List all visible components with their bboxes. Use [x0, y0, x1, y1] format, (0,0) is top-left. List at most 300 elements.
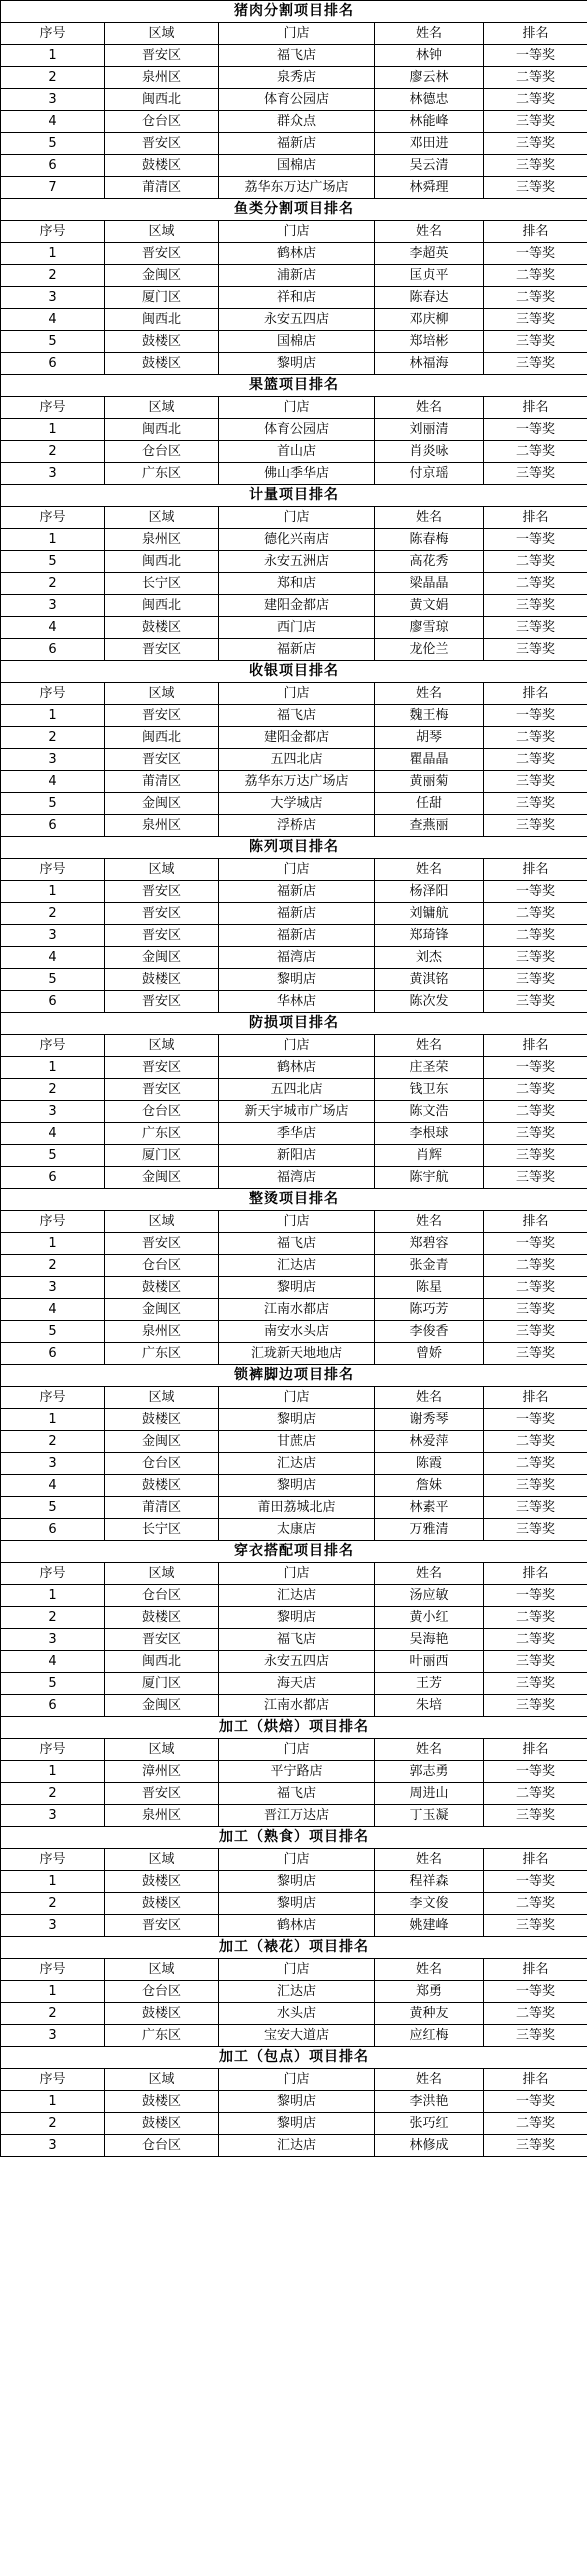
cell-store: 黎明店: [219, 1871, 375, 1893]
cell-rank-number: 1: [1, 881, 105, 903]
cell-region: 鼓楼区: [105, 1475, 219, 1497]
table-row: [1, 1783, 587, 1805]
column-header-award: 排名: [484, 1739, 587, 1761]
cell-store: 泉秀店: [219, 67, 375, 89]
cell-store: 季华店: [219, 1123, 375, 1145]
cell-region: 闽西北: [105, 89, 219, 111]
table-row: [1, 1409, 587, 1431]
column-header-award: 排名: [484, 1563, 587, 1585]
cell-award: 三等奖: [484, 1673, 587, 1695]
cell-award: 三等奖: [484, 309, 587, 331]
table-row: [1, 1673, 587, 1695]
cell-rank-number: 3: [1, 595, 105, 617]
cell-store: 体育公园店: [219, 89, 375, 111]
column-header-rank-number: 序号: [1, 2069, 105, 2091]
cell-region: 莆清区: [105, 1497, 219, 1519]
section-title: 加工（烘焙）项目排名: [1, 1717, 587, 1739]
table-row: [1, 947, 587, 969]
column-header-row: [1, 859, 587, 881]
cell-award: 三等奖: [484, 1123, 587, 1145]
column-header-name: 姓名: [375, 507, 484, 529]
cell-region: 晋安区: [105, 749, 219, 771]
cell-name: 匡贞平: [375, 265, 484, 287]
cell-name: 龙伦兰: [375, 639, 484, 661]
cell-award: 一等奖: [484, 419, 587, 441]
cell-award: 二等奖: [484, 265, 587, 287]
cell-store: 黎明店: [219, 1893, 375, 1915]
cell-rank-number: 2: [1, 2113, 105, 2135]
cell-store: 黎明店: [219, 969, 375, 991]
cell-region: 晋安区: [105, 991, 219, 1013]
cell-award: 二等奖: [484, 727, 587, 749]
table-row: [1, 1761, 587, 1783]
table-row: [1, 881, 587, 903]
cell-award: 三等奖: [484, 595, 587, 617]
cell-rank-number: 3: [1, 925, 105, 947]
column-header-row: [1, 683, 587, 705]
cell-rank-number: 4: [1, 111, 105, 133]
section-title: 鱼类分割项目排名: [1, 199, 587, 221]
column-header-region: 区域: [105, 1563, 219, 1585]
cell-region: 长宁区: [105, 573, 219, 595]
column-header-region: 区域: [105, 2069, 219, 2091]
column-header-rank-number: 序号: [1, 1035, 105, 1057]
cell-name: 陈春达: [375, 287, 484, 309]
cell-region: 鼓楼区: [105, 1607, 219, 1629]
cell-award: 一等奖: [484, 881, 587, 903]
column-header-award: 排名: [484, 507, 587, 529]
cell-award: 三等奖: [484, 1167, 587, 1189]
cell-award: 三等奖: [484, 1651, 587, 1673]
cell-rank-number: 3: [1, 463, 105, 485]
cell-award: 一等奖: [484, 1057, 587, 1079]
table-row: [1, 1871, 587, 1893]
cell-award: 三等奖: [484, 617, 587, 639]
cell-name: 刘丽清: [375, 419, 484, 441]
cell-region: 鼓楼区: [105, 1871, 219, 1893]
cell-name: 程祥森: [375, 1871, 484, 1893]
cell-award: 二等奖: [484, 2003, 587, 2025]
cell-name: 林爱萍: [375, 1431, 484, 1453]
cell-name: 丁玉凝: [375, 1805, 484, 1827]
table-row: [1, 1057, 587, 1079]
cell-rank-number: 1: [1, 1585, 105, 1607]
cell-award: 二等奖: [484, 1453, 587, 1475]
cell-region: 闽西北: [105, 551, 219, 573]
column-header-store: 门店: [219, 1211, 375, 1233]
cell-rank-number: 2: [1, 727, 105, 749]
cell-region: 仓台区: [105, 111, 219, 133]
column-header-award: 排名: [484, 23, 587, 45]
cell-name: 庄圣荣: [375, 1057, 484, 1079]
cell-rank-number: 1: [1, 1981, 105, 2003]
cell-region: 闽西北: [105, 1651, 219, 1673]
cell-rank-number: 3: [1, 2135, 105, 2157]
cell-store: 汇达店: [219, 1981, 375, 2003]
section-title: 穿衣搭配项目排名: [1, 1541, 587, 1563]
cell-region: 鼓楼区: [105, 969, 219, 991]
cell-name: 李根球: [375, 1123, 484, 1145]
column-header-name: 姓名: [375, 221, 484, 243]
table-row: [1, 529, 587, 551]
column-header-row: [1, 2069, 587, 2091]
cell-rank-number: 2: [1, 1893, 105, 1915]
section-title-row: [1, 1365, 587, 1387]
cell-award: 二等奖: [484, 287, 587, 309]
column-header-award: 排名: [484, 1387, 587, 1409]
cell-rank-number: 4: [1, 309, 105, 331]
table-row: [1, 1915, 587, 1937]
cell-name: 李洪艳: [375, 2091, 484, 2113]
column-header-rank-number: 序号: [1, 859, 105, 881]
cell-name: 廖雪琼: [375, 617, 484, 639]
column-header-award: 排名: [484, 859, 587, 881]
column-header-rank-number: 序号: [1, 683, 105, 705]
cell-award: 三等奖: [484, 155, 587, 177]
cell-rank-number: 5: [1, 1321, 105, 1343]
cell-region: 鼓楼区: [105, 617, 219, 639]
table-row: [1, 1167, 587, 1189]
cell-name: 陈宇航: [375, 1167, 484, 1189]
cell-rank-number: 3: [1, 749, 105, 771]
cell-rank-number: 6: [1, 991, 105, 1013]
cell-name: 朱培: [375, 1695, 484, 1717]
column-header-region: 区域: [105, 1035, 219, 1057]
cell-store: 祥和店: [219, 287, 375, 309]
column-header-region: 区域: [105, 859, 219, 881]
column-header-name: 姓名: [375, 1849, 484, 1871]
cell-store: 国棉店: [219, 155, 375, 177]
cell-name: 林钟: [375, 45, 484, 67]
table-row: [1, 1629, 587, 1651]
cell-name: 万雅清: [375, 1519, 484, 1541]
cell-store: 五四北店: [219, 749, 375, 771]
cell-name: 李俊香: [375, 1321, 484, 1343]
cell-award: 三等奖: [484, 1519, 587, 1541]
cell-name: 林舜理: [375, 177, 484, 199]
cell-award: 三等奖: [484, 133, 587, 155]
cell-store: 佛山季华店: [219, 463, 375, 485]
section-title: 加工（包点）项目排名: [1, 2047, 587, 2069]
column-header-name: 姓名: [375, 1959, 484, 1981]
cell-name: 廖云林: [375, 67, 484, 89]
table-row: [1, 991, 587, 1013]
cell-region: 晋安区: [105, 243, 219, 265]
cell-rank-number: 3: [1, 2025, 105, 2047]
cell-store: 福新店: [219, 903, 375, 925]
cell-store: 福新店: [219, 133, 375, 155]
column-header-rank-number: 序号: [1, 1563, 105, 1585]
cell-name: 吴海艳: [375, 1629, 484, 1651]
cell-rank-number: 7: [1, 177, 105, 199]
table-row: [1, 1805, 587, 1827]
cell-store: 新天宇城市广场店: [219, 1101, 375, 1123]
cell-name: 汤应敏: [375, 1585, 484, 1607]
cell-award: 一等奖: [484, 45, 587, 67]
cell-rank-number: 6: [1, 815, 105, 837]
cell-rank-number: 5: [1, 793, 105, 815]
cell-store: 荔华东万达广场店: [219, 177, 375, 199]
column-header-name: 姓名: [375, 1211, 484, 1233]
cell-name: 曾娇: [375, 1343, 484, 1365]
column-header-rank-number: 序号: [1, 23, 105, 45]
cell-region: 漳州区: [105, 1761, 219, 1783]
section-title-row: [1, 199, 587, 221]
column-header-row: [1, 1035, 587, 1057]
cell-award: 三等奖: [484, 1145, 587, 1167]
cell-award: 三等奖: [484, 177, 587, 199]
table-row: [1, 67, 587, 89]
cell-name: 肖炎咏: [375, 441, 484, 463]
section-title-row: [1, 1827, 587, 1849]
section-title-row: [1, 485, 587, 507]
cell-region: 闽西北: [105, 419, 219, 441]
cell-region: 鼓楼区: [105, 353, 219, 375]
cell-award: 一等奖: [484, 1981, 587, 2003]
cell-store: 鹤林店: [219, 1915, 375, 1937]
cell-store: 群众点: [219, 111, 375, 133]
cell-store: 莆田荔城北店: [219, 1497, 375, 1519]
cell-rank-number: 2: [1, 67, 105, 89]
cell-store: 永安五四店: [219, 1651, 375, 1673]
column-header-row: [1, 1387, 587, 1409]
column-header-name: 姓名: [375, 397, 484, 419]
cell-name: 张金青: [375, 1255, 484, 1277]
section-title: 整烫项目排名: [1, 1189, 587, 1211]
column-header-rank-number: 序号: [1, 397, 105, 419]
cell-name: 郑培彬: [375, 331, 484, 353]
cell-store: 江南水都店: [219, 1695, 375, 1717]
cell-store: 永安五四店: [219, 309, 375, 331]
cell-store: 郑和店: [219, 573, 375, 595]
column-header-region: 区域: [105, 683, 219, 705]
cell-rank-number: 2: [1, 265, 105, 287]
cell-name: 詹妹: [375, 1475, 484, 1497]
column-header-row: [1, 397, 587, 419]
cell-store: 大学城店: [219, 793, 375, 815]
cell-rank-number: 3: [1, 1101, 105, 1123]
column-header-store: 门店: [219, 221, 375, 243]
cell-region: 鼓楼区: [105, 1893, 219, 1915]
cell-award: 一等奖: [484, 1409, 587, 1431]
table-row: [1, 1893, 587, 1915]
cell-rank-number: 1: [1, 1057, 105, 1079]
column-header-store: 门店: [219, 1387, 375, 1409]
cell-region: 鼓楼区: [105, 331, 219, 353]
cell-store: 海天店: [219, 1673, 375, 1695]
cell-region: 莆清区: [105, 177, 219, 199]
cell-award: 三等奖: [484, 947, 587, 969]
cell-award: 三等奖: [484, 2135, 587, 2157]
table-row: [1, 925, 587, 947]
cell-rank-number: 6: [1, 1167, 105, 1189]
table-row: [1, 1277, 587, 1299]
cell-name: 吴云清: [375, 155, 484, 177]
cell-name: 刘杰: [375, 947, 484, 969]
column-header-award: 排名: [484, 1035, 587, 1057]
cell-region: 仓台区: [105, 1981, 219, 2003]
cell-award: 一等奖: [484, 1585, 587, 1607]
cell-region: 闽西北: [105, 309, 219, 331]
cell-award: 一等奖: [484, 1233, 587, 1255]
cell-store: 黎明店: [219, 2091, 375, 2113]
cell-region: 晋安区: [105, 1233, 219, 1255]
cell-rank-number: 1: [1, 2091, 105, 2113]
column-header-store: 门店: [219, 2069, 375, 2091]
cell-name: 林修成: [375, 2135, 484, 2157]
cell-store: 平宁路店: [219, 1761, 375, 1783]
cell-region: 晋安区: [105, 1629, 219, 1651]
cell-region: 晋安区: [105, 1915, 219, 1937]
cell-rank-number: 5: [1, 551, 105, 573]
column-header-row: [1, 1563, 587, 1585]
section-title: 果篮项目排名: [1, 375, 587, 397]
cell-region: 晋安区: [105, 925, 219, 947]
column-header-name: 姓名: [375, 1563, 484, 1585]
table-row: [1, 1651, 587, 1673]
cell-name: 谢秀琴: [375, 1409, 484, 1431]
section-title: 猪肉分割项目排名: [1, 1, 587, 23]
cell-name: 查燕丽: [375, 815, 484, 837]
table-row: [1, 1321, 587, 1343]
cell-region: 鼓楼区: [105, 2003, 219, 2025]
cell-award: 二等奖: [484, 925, 587, 947]
column-header-region: 区域: [105, 507, 219, 529]
cell-rank-number: 3: [1, 1453, 105, 1475]
table-row: [1, 133, 587, 155]
table-row: [1, 1497, 587, 1519]
cell-region: 金闽区: [105, 1695, 219, 1717]
cell-store: 体育公园店: [219, 419, 375, 441]
cell-award: 一等奖: [484, 243, 587, 265]
cell-store: 汇达店: [219, 1453, 375, 1475]
cell-name: 付京瑶: [375, 463, 484, 485]
cell-store: 鹤林店: [219, 1057, 375, 1079]
cell-award: 三等奖: [484, 639, 587, 661]
section-title: 收银项目排名: [1, 661, 587, 683]
table-row: [1, 1123, 587, 1145]
table-row: [1, 815, 587, 837]
cell-region: 泉州区: [105, 1805, 219, 1827]
section-title-row: [1, 1541, 587, 1563]
cell-rank-number: 4: [1, 617, 105, 639]
cell-award: 二等奖: [484, 1629, 587, 1651]
section-title-row: [1, 2047, 587, 2069]
cell-award: 二等奖: [484, 1255, 587, 1277]
table-row: [1, 969, 587, 991]
cell-store: 福湾店: [219, 947, 375, 969]
cell-name: 周进山: [375, 1783, 484, 1805]
cell-region: 金闽区: [105, 1299, 219, 1321]
section-title-row: [1, 1937, 587, 1959]
cell-region: 闽西北: [105, 595, 219, 617]
cell-region: 金闽区: [105, 1431, 219, 1453]
column-header-rank-number: 序号: [1, 1387, 105, 1409]
cell-rank-number: 6: [1, 1343, 105, 1365]
cell-award: 二等奖: [484, 1893, 587, 1915]
cell-rank-number: 1: [1, 1871, 105, 1893]
cell-region: 鼓楼区: [105, 2113, 219, 2135]
cell-region: 厦门区: [105, 1145, 219, 1167]
column-header-store: 门店: [219, 1849, 375, 1871]
table-row: [1, 705, 587, 727]
cell-region: 厦门区: [105, 287, 219, 309]
cell-rank-number: 5: [1, 969, 105, 991]
column-header-rank-number: 序号: [1, 1849, 105, 1871]
cell-name: 郑勇: [375, 1981, 484, 2003]
column-header-award: 排名: [484, 397, 587, 419]
column-header-row: [1, 1849, 587, 1871]
cell-rank-number: 4: [1, 1123, 105, 1145]
column-header-award: 排名: [484, 1211, 587, 1233]
cell-award: 二等奖: [484, 749, 587, 771]
cell-name: 瞿晶晶: [375, 749, 484, 771]
cell-award: 三等奖: [484, 1299, 587, 1321]
cell-award: 三等奖: [484, 991, 587, 1013]
section-title-row: [1, 837, 587, 859]
cell-store: 黎明店: [219, 1607, 375, 1629]
column-header-region: 区域: [105, 1211, 219, 1233]
cell-region: 晋安区: [105, 45, 219, 67]
cell-name: 李文俊: [375, 1893, 484, 1915]
table-row: [1, 463, 587, 485]
cell-region: 厦门区: [105, 1673, 219, 1695]
cell-award: 二等奖: [484, 441, 587, 463]
cell-store: 南安水头店: [219, 1321, 375, 1343]
cell-store: 德化兴南店: [219, 529, 375, 551]
cell-rank-number: 1: [1, 45, 105, 67]
column-header-region: 区域: [105, 397, 219, 419]
cell-award: 二等奖: [484, 2113, 587, 2135]
cell-rank-number: 6: [1, 155, 105, 177]
cell-region: 晋安区: [105, 881, 219, 903]
cell-store: 福新店: [219, 881, 375, 903]
cell-store: 福飞店: [219, 1783, 375, 1805]
cell-rank-number: 1: [1, 243, 105, 265]
cell-rank-number: 1: [1, 1233, 105, 1255]
cell-rank-number: 3: [1, 1629, 105, 1651]
cell-name: 黄小红: [375, 1607, 484, 1629]
cell-region: 泉州区: [105, 1321, 219, 1343]
cell-name: 黄种友: [375, 2003, 484, 2025]
cell-award: 三等奖: [484, 463, 587, 485]
table-row: [1, 2135, 587, 2157]
cell-rank-number: 5: [1, 133, 105, 155]
cell-region: 长宁区: [105, 1519, 219, 1541]
cell-name: 郭志勇: [375, 1761, 484, 1783]
cell-name: 黄淇铭: [375, 969, 484, 991]
cell-rank-number: 4: [1, 1299, 105, 1321]
column-header-award: 排名: [484, 221, 587, 243]
cell-name: 林能峰: [375, 111, 484, 133]
table-row: [1, 1475, 587, 1497]
cell-store: 福湾店: [219, 1167, 375, 1189]
table-row: [1, 2091, 587, 2113]
cell-name: 梁晶晶: [375, 573, 484, 595]
section-title-row: [1, 1189, 587, 1211]
cell-region: 仓台区: [105, 441, 219, 463]
column-header-region: 区域: [105, 1739, 219, 1761]
cell-store: 五四北店: [219, 1079, 375, 1101]
cell-region: 晋安区: [105, 639, 219, 661]
table-row: [1, 1981, 587, 2003]
cell-award: 三等奖: [484, 1497, 587, 1519]
section-title: 加工（裱花）项目排名: [1, 1937, 587, 1959]
cell-rank-number: 5: [1, 1145, 105, 1167]
table-row: [1, 2025, 587, 2047]
cell-name: 高花秀: [375, 551, 484, 573]
section-title-row: [1, 661, 587, 683]
